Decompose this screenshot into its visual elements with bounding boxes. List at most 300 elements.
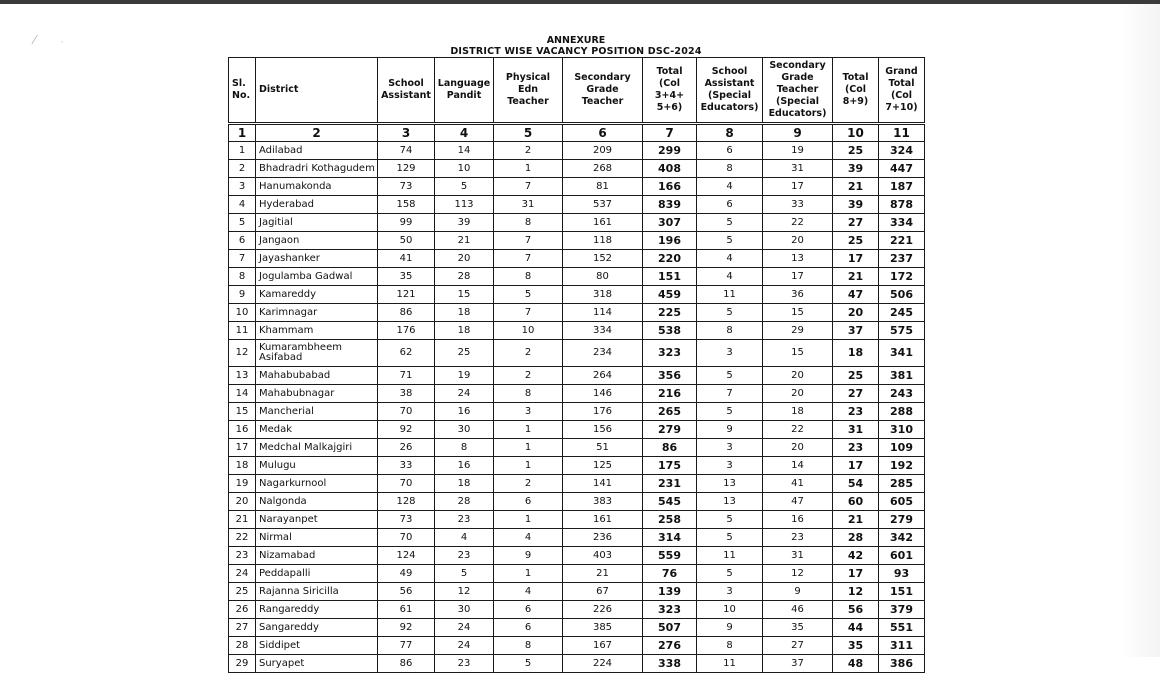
- cell-total: 175: [643, 457, 697, 475]
- cell-language-pandit: 12: [435, 583, 494, 601]
- col-header-total: Total (Col 3+4+ 5+6): [643, 58, 697, 124]
- cell-district: Kamareddy: [256, 286, 378, 304]
- cell-language-pandit: 24: [435, 619, 494, 637]
- cell-district: Mulugu: [256, 457, 378, 475]
- cell-sl-no: 25: [229, 583, 256, 601]
- cell-total: 299: [643, 142, 697, 160]
- cell-secondary-grade-teacher: 234: [563, 340, 643, 367]
- cell-total-special: 17: [833, 250, 879, 268]
- cell-language-pandit: 39: [435, 214, 494, 232]
- column-number: 11: [879, 124, 925, 142]
- cell-sl-no: 9: [229, 286, 256, 304]
- cell-sa-special: 4: [697, 250, 763, 268]
- cell-secondary-grade-teacher: 80: [563, 268, 643, 286]
- cell-sl-no: 17: [229, 439, 256, 457]
- cell-total: 220: [643, 250, 697, 268]
- cell-total: 279: [643, 421, 697, 439]
- cell-grand-total: 324: [879, 142, 925, 160]
- cell-sgt-special: 18: [763, 403, 833, 421]
- cell-district: Suryapet: [256, 655, 378, 673]
- cell-total: 314: [643, 529, 697, 547]
- cell-sgt-special: 14: [763, 457, 833, 475]
- cell-grand-total: 381: [879, 367, 925, 385]
- cell-sgt-special: 47: [763, 493, 833, 511]
- cell-sa-special: 8: [697, 637, 763, 655]
- cell-district: Nagarkurnool: [256, 475, 378, 493]
- cell-sl-no: 16: [229, 421, 256, 439]
- cell-sl-no: 12: [229, 340, 256, 367]
- cell-district: Mahabubnagar: [256, 385, 378, 403]
- cell-sa-special: 6: [697, 142, 763, 160]
- cell-school-assistant: 50: [378, 232, 435, 250]
- cell-grand-total: 605: [879, 493, 925, 511]
- cell-language-pandit: 30: [435, 601, 494, 619]
- cell-language-pandit: 28: [435, 493, 494, 511]
- cell-sgt-special: 36: [763, 286, 833, 304]
- cell-sa-special: 6: [697, 196, 763, 214]
- cell-sl-no: 14: [229, 385, 256, 403]
- cell-physical-edn-teacher: 1: [494, 160, 563, 178]
- annexure-heading: ANNEXURE: [546, 35, 606, 46]
- cell-district: Hyderabad: [256, 196, 378, 214]
- cell-grand-total: 575: [879, 322, 925, 340]
- cell-sl-no: 10: [229, 304, 256, 322]
- cell-sl-no: 11: [229, 322, 256, 340]
- cell-grand-total: 285: [879, 475, 925, 493]
- cell-grand-total: 172: [879, 268, 925, 286]
- cell-total: 276: [643, 637, 697, 655]
- cell-grand-total: 341: [879, 340, 925, 367]
- cell-sgt-special: 22: [763, 214, 833, 232]
- cell-school-assistant: 41: [378, 250, 435, 268]
- cell-physical-edn-teacher: 4: [494, 529, 563, 547]
- cell-language-pandit: 16: [435, 457, 494, 475]
- cell-secondary-grade-teacher: 334: [563, 322, 643, 340]
- cell-district: Jangaon: [256, 232, 378, 250]
- cell-total-special: 27: [833, 385, 879, 403]
- cell-secondary-grade-teacher: 264: [563, 367, 643, 385]
- cell-total-special: 54: [833, 475, 879, 493]
- cell-secondary-grade-teacher: 236: [563, 529, 643, 547]
- cell-grand-total: 187: [879, 178, 925, 196]
- cell-sl-no: 29: [229, 655, 256, 673]
- table-row: [229, 547, 925, 565]
- cell-sa-special: 5: [697, 511, 763, 529]
- cell-sgt-special: 27: [763, 637, 833, 655]
- cell-total-special: 48: [833, 655, 879, 673]
- cell-school-assistant: 26: [378, 439, 435, 457]
- cell-sgt-special: 17: [763, 178, 833, 196]
- cell-sgt-special: 37: [763, 655, 833, 673]
- cell-language-pandit: 18: [435, 322, 494, 340]
- cell-total-special: 17: [833, 457, 879, 475]
- cell-sgt-special: 12: [763, 565, 833, 583]
- cell-sa-special: 3: [697, 439, 763, 457]
- cell-grand-total: 334: [879, 214, 925, 232]
- cell-district: Rangareddy: [256, 601, 378, 619]
- cell-total: 459: [643, 286, 697, 304]
- cell-sgt-special: 46: [763, 601, 833, 619]
- table-row: [229, 565, 925, 583]
- cell-total: 338: [643, 655, 697, 673]
- cell-sl-no: 3: [229, 178, 256, 196]
- cell-school-assistant: 35: [378, 268, 435, 286]
- cell-grand-total: 386: [879, 655, 925, 673]
- cell-secondary-grade-teacher: 161: [563, 511, 643, 529]
- cell-language-pandit: 20: [435, 250, 494, 268]
- cell-physical-edn-teacher: 8: [494, 214, 563, 232]
- cell-sgt-special: 20: [763, 232, 833, 250]
- cell-school-assistant: 128: [378, 493, 435, 511]
- cell-language-pandit: 10: [435, 160, 494, 178]
- cell-district: Sangareddy: [256, 619, 378, 637]
- cell-language-pandit: 21: [435, 232, 494, 250]
- table-row: [229, 367, 925, 385]
- cell-physical-edn-teacher: 31: [494, 196, 563, 214]
- table-row: [229, 196, 925, 214]
- cell-school-assistant: 158: [378, 196, 435, 214]
- cell-sgt-special: 23: [763, 529, 833, 547]
- cell-school-assistant: 77: [378, 637, 435, 655]
- cell-total: 139: [643, 583, 697, 601]
- cell-total: 216: [643, 385, 697, 403]
- cell-total-special: 27: [833, 214, 879, 232]
- cell-grand-total: 310: [879, 421, 925, 439]
- cell-physical-edn-teacher: 1: [494, 421, 563, 439]
- cell-grand-total: 288: [879, 403, 925, 421]
- cell-total-special: 39: [833, 160, 879, 178]
- table-row: [229, 583, 925, 601]
- cell-physical-edn-teacher: 1: [494, 511, 563, 529]
- viewer-top-bar: [0, 0, 1160, 4]
- table-row: [229, 286, 925, 304]
- cell-total-special: 20: [833, 304, 879, 322]
- vacancy-table: [228, 57, 925, 673]
- cell-total-special: 21: [833, 268, 879, 286]
- cell-district: Kumarambheem Asifabad: [256, 340, 378, 367]
- column-number: 8: [697, 124, 763, 142]
- cell-language-pandit: 23: [435, 547, 494, 565]
- col-header-grand-total: Grand Total (Col 7+10): [879, 58, 925, 124]
- cell-school-assistant: 33: [378, 457, 435, 475]
- col-header-sl-no: Sl. No.: [229, 58, 256, 124]
- cell-sa-special: 8: [697, 160, 763, 178]
- table-row: [229, 637, 925, 655]
- cell-total: 225: [643, 304, 697, 322]
- cell-physical-edn-teacher: 7: [494, 304, 563, 322]
- cell-grand-total: 311: [879, 637, 925, 655]
- cell-sl-no: 23: [229, 547, 256, 565]
- cell-sl-no: 21: [229, 511, 256, 529]
- cell-language-pandit: 4: [435, 529, 494, 547]
- cell-total-special: 25: [833, 367, 879, 385]
- cell-grand-total: 237: [879, 250, 925, 268]
- cell-language-pandit: 18: [435, 304, 494, 322]
- cell-sa-special: 8: [697, 322, 763, 340]
- table-row: [229, 268, 925, 286]
- cell-grand-total: 243: [879, 385, 925, 403]
- cell-sa-special: 9: [697, 421, 763, 439]
- cell-total: 166: [643, 178, 697, 196]
- cell-district: Peddapalli: [256, 565, 378, 583]
- cell-sl-no: 7: [229, 250, 256, 268]
- cell-total-special: 25: [833, 232, 879, 250]
- table-row: [229, 655, 925, 673]
- cell-total-special: 44: [833, 619, 879, 637]
- cell-total: 323: [643, 601, 697, 619]
- cell-total: 231: [643, 475, 697, 493]
- cell-sl-no: 26: [229, 601, 256, 619]
- cell-sgt-special: 41: [763, 475, 833, 493]
- cell-school-assistant: 71: [378, 367, 435, 385]
- table-header-row: [229, 58, 925, 124]
- cell-total: 258: [643, 511, 697, 529]
- cell-school-assistant: 92: [378, 421, 435, 439]
- cell-school-assistant: 86: [378, 655, 435, 673]
- cell-total-special: 35: [833, 637, 879, 655]
- cell-total-special: 31: [833, 421, 879, 439]
- cell-language-pandit: 15: [435, 286, 494, 304]
- cell-secondary-grade-teacher: 51: [563, 439, 643, 457]
- cell-total-special: 47: [833, 286, 879, 304]
- cell-grand-total: 551: [879, 619, 925, 637]
- cell-sgt-special: 20: [763, 367, 833, 385]
- column-number: 5: [494, 124, 563, 142]
- column-number: 7: [643, 124, 697, 142]
- cell-physical-edn-teacher: 3: [494, 403, 563, 421]
- cell-secondary-grade-teacher: 114: [563, 304, 643, 322]
- cell-school-assistant: 124: [378, 547, 435, 565]
- cell-total: 76: [643, 565, 697, 583]
- cell-secondary-grade-teacher: 141: [563, 475, 643, 493]
- cell-total: 151: [643, 268, 697, 286]
- cell-district: Hanumakonda: [256, 178, 378, 196]
- column-number: 3: [378, 124, 435, 142]
- cell-grand-total: 342: [879, 529, 925, 547]
- cell-sgt-special: 20: [763, 439, 833, 457]
- cell-secondary-grade-teacher: 67: [563, 583, 643, 601]
- cell-total-special: 21: [833, 178, 879, 196]
- cell-sgt-special: 31: [763, 160, 833, 178]
- col-header-secondary-grade-teacher: Secondary Grade Teacher: [563, 58, 643, 124]
- cell-school-assistant: 99: [378, 214, 435, 232]
- cell-school-assistant: 73: [378, 178, 435, 196]
- cell-sa-special: 11: [697, 547, 763, 565]
- cell-secondary-grade-teacher: 318: [563, 286, 643, 304]
- cell-sgt-special: 17: [763, 268, 833, 286]
- cell-school-assistant: 176: [378, 322, 435, 340]
- cell-sa-special: 13: [697, 475, 763, 493]
- cell-physical-edn-teacher: 7: [494, 232, 563, 250]
- cell-total: 408: [643, 160, 697, 178]
- cell-total-special: 12: [833, 583, 879, 601]
- table-row: [229, 403, 925, 421]
- cell-secondary-grade-teacher: 156: [563, 421, 643, 439]
- cell-physical-edn-teacher: 7: [494, 250, 563, 268]
- cell-language-pandit: 23: [435, 655, 494, 673]
- table-row: [229, 232, 925, 250]
- column-number: 6: [563, 124, 643, 142]
- cell-total-special: 23: [833, 439, 879, 457]
- cell-sgt-special: 13: [763, 250, 833, 268]
- cell-physical-edn-teacher: 8: [494, 637, 563, 655]
- cell-total: 196: [643, 232, 697, 250]
- cell-sa-special: 5: [697, 304, 763, 322]
- cell-secondary-grade-teacher: 537: [563, 196, 643, 214]
- cell-district: Jayashanker: [256, 250, 378, 268]
- cell-secondary-grade-teacher: 152: [563, 250, 643, 268]
- cell-sgt-special: 16: [763, 511, 833, 529]
- cell-school-assistant: 56: [378, 583, 435, 601]
- cell-total: 265: [643, 403, 697, 421]
- table-row: [229, 475, 925, 493]
- cell-district: Jagitial: [256, 214, 378, 232]
- cell-sl-no: 2: [229, 160, 256, 178]
- cell-secondary-grade-teacher: 125: [563, 457, 643, 475]
- cell-sa-special: 7: [697, 385, 763, 403]
- cell-sa-special: 5: [697, 367, 763, 385]
- cell-school-assistant: 121: [378, 286, 435, 304]
- cell-grand-total: 245: [879, 304, 925, 322]
- cell-grand-total: 221: [879, 232, 925, 250]
- cell-secondary-grade-teacher: 176: [563, 403, 643, 421]
- cell-sa-special: 3: [697, 457, 763, 475]
- cell-total-special: 23: [833, 403, 879, 421]
- cell-secondary-grade-teacher: 146: [563, 385, 643, 403]
- cell-secondary-grade-teacher: 118: [563, 232, 643, 250]
- cell-grand-total: 379: [879, 601, 925, 619]
- cell-grand-total: 109: [879, 439, 925, 457]
- table-row: [229, 439, 925, 457]
- cell-physical-edn-teacher: 7: [494, 178, 563, 196]
- cell-total-special: 28: [833, 529, 879, 547]
- cell-sa-special: 5: [697, 214, 763, 232]
- column-number: 4: [435, 124, 494, 142]
- cell-district: Medak: [256, 421, 378, 439]
- col-header-total-special: Total (Col 8+9): [833, 58, 879, 124]
- cell-total-special: 60: [833, 493, 879, 511]
- cell-district: Adilabad: [256, 142, 378, 160]
- cell-language-pandit: 8: [435, 439, 494, 457]
- cell-language-pandit: 5: [435, 565, 494, 583]
- cell-total-special: 17: [833, 565, 879, 583]
- cell-sgt-special: 22: [763, 421, 833, 439]
- table-row: [229, 160, 925, 178]
- scan-mark: ⁄: [34, 32, 37, 47]
- cell-school-assistant: 86: [378, 304, 435, 322]
- cell-district: Rajanna Siricilla: [256, 583, 378, 601]
- cell-sl-no: 20: [229, 493, 256, 511]
- scan-mark: ·: [60, 36, 64, 48]
- cell-sl-no: 18: [229, 457, 256, 475]
- cell-sgt-special: 9: [763, 583, 833, 601]
- table-row: [229, 322, 925, 340]
- cell-school-assistant: 70: [378, 403, 435, 421]
- cell-school-assistant: 62: [378, 340, 435, 367]
- cell-physical-edn-teacher: 2: [494, 475, 563, 493]
- cell-school-assistant: 74: [378, 142, 435, 160]
- cell-total: 839: [643, 196, 697, 214]
- cell-total: 86: [643, 439, 697, 457]
- cell-district: Karimnagar: [256, 304, 378, 322]
- cell-language-pandit: 30: [435, 421, 494, 439]
- cell-school-assistant: 73: [378, 511, 435, 529]
- table-row: [229, 601, 925, 619]
- col-header-school-assistant: School Assistant: [378, 58, 435, 124]
- cell-sa-special: 3: [697, 340, 763, 367]
- cell-sa-special: 4: [697, 268, 763, 286]
- cell-sl-no: 13: [229, 367, 256, 385]
- cell-language-pandit: 113: [435, 196, 494, 214]
- cell-language-pandit: 25: [435, 340, 494, 367]
- cell-district: Mahabubabad: [256, 367, 378, 385]
- cell-grand-total: 192: [879, 457, 925, 475]
- cell-district: Narayanpet: [256, 511, 378, 529]
- cell-sa-special: 5: [697, 529, 763, 547]
- cell-school-assistant: 38: [378, 385, 435, 403]
- table-row: [229, 619, 925, 637]
- table-row: [229, 457, 925, 475]
- cell-physical-edn-teacher: 2: [494, 142, 563, 160]
- cell-district: Mancherial: [256, 403, 378, 421]
- cell-secondary-grade-teacher: 81: [563, 178, 643, 196]
- cell-physical-edn-teacher: 8: [494, 385, 563, 403]
- cell-sl-no: 4: [229, 196, 256, 214]
- cell-grand-total: 447: [879, 160, 925, 178]
- cell-total: 507: [643, 619, 697, 637]
- cell-physical-edn-teacher: 1: [494, 439, 563, 457]
- table-row: [229, 529, 925, 547]
- cell-physical-edn-teacher: 4: [494, 583, 563, 601]
- cell-district: Bhadradri Kothagudem: [256, 160, 378, 178]
- cell-grand-total: 506: [879, 286, 925, 304]
- cell-sgt-special: 31: [763, 547, 833, 565]
- cell-grand-total: 601: [879, 547, 925, 565]
- cell-sa-special: 11: [697, 286, 763, 304]
- cell-district: Medchal Malkajgiri: [256, 439, 378, 457]
- cell-secondary-grade-teacher: 224: [563, 655, 643, 673]
- cell-total: 307: [643, 214, 697, 232]
- table-row: [229, 178, 925, 196]
- cell-language-pandit: 24: [435, 385, 494, 403]
- cell-grand-total: 878: [879, 196, 925, 214]
- cell-sa-special: 13: [697, 493, 763, 511]
- cell-total-special: 18: [833, 340, 879, 367]
- cell-sl-no: 6: [229, 232, 256, 250]
- col-header-physical-edn-teacher: Physical Edn Teacher: [494, 58, 563, 124]
- cell-language-pandit: 16: [435, 403, 494, 421]
- vacancy-subheading: DISTRICT WISE VACANCY POSITION DSC-2024: [450, 46, 702, 57]
- cell-sa-special: 9: [697, 619, 763, 637]
- cell-physical-edn-teacher: 1: [494, 457, 563, 475]
- cell-language-pandit: 28: [435, 268, 494, 286]
- col-header-sa-special: School Assistant (Special Educators): [697, 58, 763, 124]
- cell-secondary-grade-teacher: 209: [563, 142, 643, 160]
- cell-total-special: 37: [833, 322, 879, 340]
- cell-sl-no: 24: [229, 565, 256, 583]
- table-row: [229, 385, 925, 403]
- cell-sgt-special: 20: [763, 385, 833, 403]
- cell-total: 356: [643, 367, 697, 385]
- column-number: 10: [833, 124, 879, 142]
- col-header-sgt-special: Secondary Grade Teacher (Special Educators): [763, 58, 833, 124]
- cell-total: 559: [643, 547, 697, 565]
- cell-language-pandit: 18: [435, 475, 494, 493]
- cell-sgt-special: 15: [763, 340, 833, 367]
- cell-language-pandit: 19: [435, 367, 494, 385]
- column-number: 9: [763, 124, 833, 142]
- cell-school-assistant: 92: [378, 619, 435, 637]
